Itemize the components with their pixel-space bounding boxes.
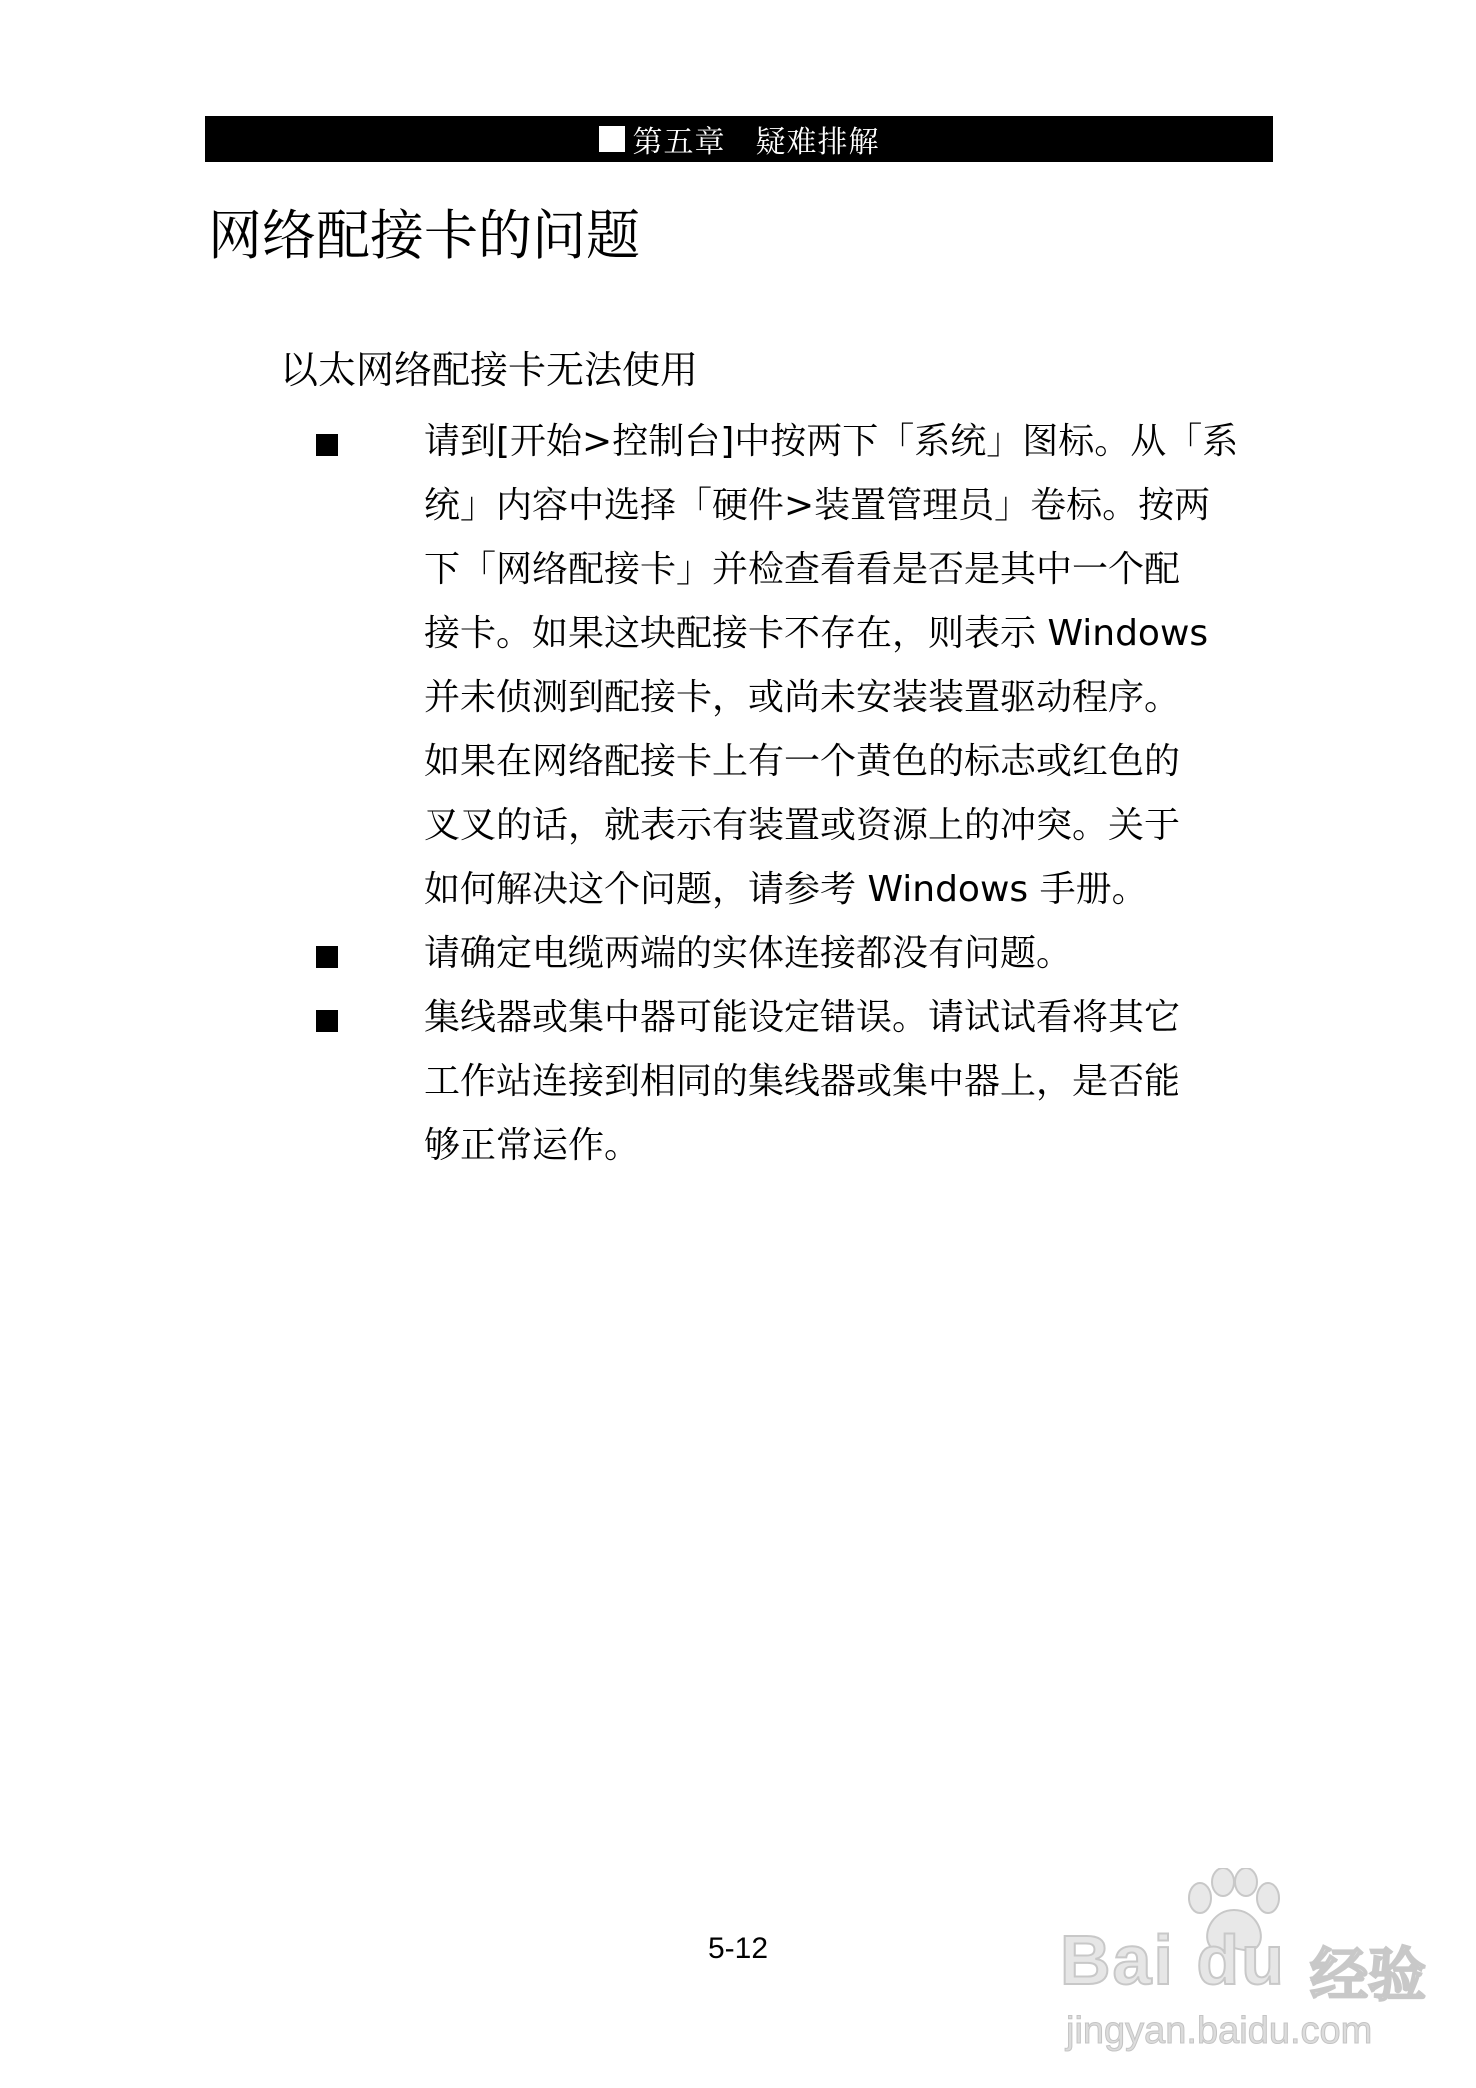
page-title: 网络配接卡的问题 xyxy=(208,204,640,267)
chapter-title: 疑难排解 xyxy=(755,125,880,160)
list-item-line: 统」内容中选择「硬件>装置管理员」卷标。按两 xyxy=(424,485,1211,526)
list-item-line: 如果在网络配接卡上有一个黄色的标志或红色的 xyxy=(424,741,1181,782)
list-item-line: 请到[开始>控制台]中按两下「系统」图标。从「系 xyxy=(424,421,1239,462)
list-item xyxy=(310,410,1280,922)
square-bullet-icon xyxy=(599,126,625,152)
square-bullet-icon xyxy=(316,946,338,968)
list-item-line: 如何解决这个问题，请参考 Windows 手册。 xyxy=(424,869,1148,910)
chapter-header-bar xyxy=(205,116,1273,162)
section-heading: 以太网络配接卡无法使用 xyxy=(280,348,699,392)
page-number: 5-12 xyxy=(707,1932,769,1965)
list-item-line: 集线器或集中器可能设定错误。请试试看将其它 xyxy=(424,997,1181,1038)
list-item-line: 接卡。如果这块配接卡不存在，则表示 Windows xyxy=(424,613,1209,654)
list-item-line: 叉叉的话，就表示有装置或资源上的冲突。关于 xyxy=(424,805,1181,846)
troubleshooting-list xyxy=(310,410,1280,1178)
watermark-brand-sub: 经验 xyxy=(1310,1941,1427,2009)
baidu-watermark xyxy=(1040,1860,1440,2060)
list-item xyxy=(310,922,1280,986)
list-item-line: 并未侦测到配接卡，或尚未安装装置驱动程序。 xyxy=(424,677,1181,718)
square-bullet-icon xyxy=(316,434,338,456)
list-item xyxy=(310,986,1280,1178)
chapter-label: 第五章 xyxy=(632,125,726,160)
list-item-line: 够正常运作。 xyxy=(424,1125,641,1166)
watermark-url: jingyan.baidu.com xyxy=(1066,2010,1373,2052)
list-item-line: 下「网络配接卡」并检查看看是否是其中一个配 xyxy=(424,549,1181,590)
list-item-line: 请确定电缆两端的实体连接都没有问题。 xyxy=(424,933,1073,974)
watermark-brand: Bai du xyxy=(1060,1921,1286,1999)
list-item-line: 工作站连接到相同的集线器或集中器上，是否能 xyxy=(424,1061,1181,1102)
square-bullet-icon xyxy=(316,1010,338,1032)
